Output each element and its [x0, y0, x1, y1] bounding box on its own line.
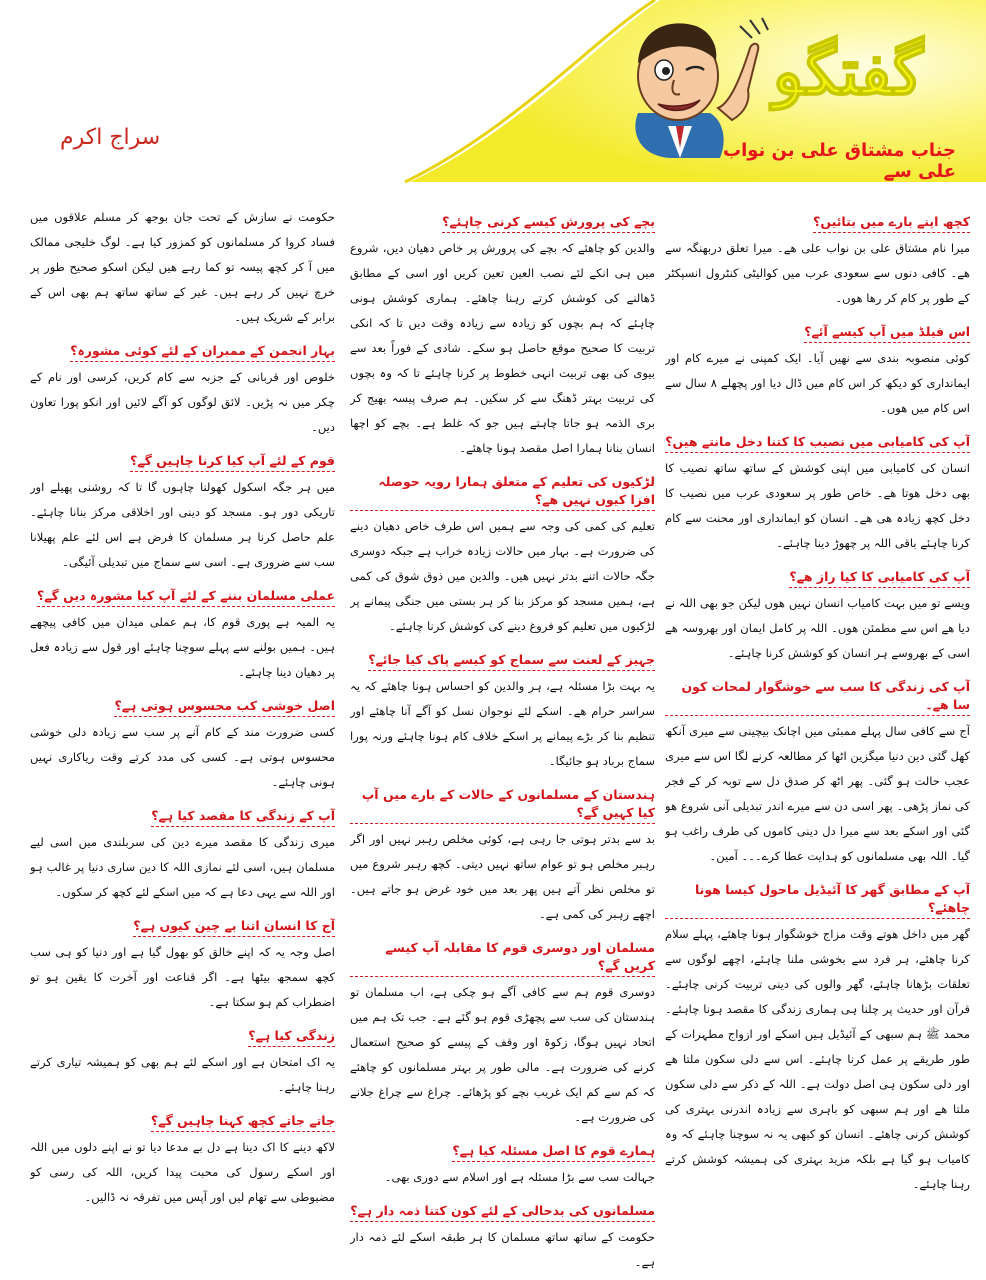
qa-block	[665, 315, 970, 421]
question-heading: زندگی کیا ہے؟	[248, 1027, 335, 1047]
answer-text: گھر میں داخل ھوتے وقت مزاج خوشگوار ہونا چاھئے، پہلے سلام کرنا چاھئے، ہر فرد سے بخوشی ملنا چاہئے، اچھے لوگوں سے تعلقات بڑھانا چاہئے، گھر والوں کی دینی تربیت کرنی چاہئے۔ قرآن اور حدیث پر چلنا ہی ہماری زندگی کا مقصد ہونا چاہئے۔ محمد ﷺ ہم سبھی کے آئیڈیل ہیں اسکے اور ازواج مطہرات کے طور طریقے پر عمل کرنا چاہئے۔ اس سے دلی سکون ملتا ھے اور دلی سکون ہی اصل دولت ہے۔ اللہ کے ذکر سے دلی سکون ملتا ھے اور ہم سبھی کو باہری سے زیادہ اندرنی بہتری کی کوشش کرنی چاھئے۔ انسان کو کبھی یہ نہ سوچنا چاہئے کہ وہ کامیاب ہو گیا ہے بلکہ مزید بہتری کی ہمیشہ کوشش کرتے رہنا چاہئے۔	[665, 927, 970, 1191]
qa-block	[350, 931, 655, 1130]
column-left	[30, 205, 335, 1275]
answer-text: ویسے تو میں بہت کامیاب انسان نہیں ھوں لیکن جو بھی اللہ نے دیا ھے اس سے مطمئن ھوں۔ اللہ پر کامل ایمان اور بھروسہ ھے اسی کے بھروسے ہر انسان کو کوشش کرنا چاہئے۔	[665, 596, 970, 660]
column-middle	[350, 205, 655, 1275]
answer-text: حکومت نے سازش کے تحت جان بوجھ کر مسلم علاقوں میں فساد کروا کر مسلمانوں کو کمزور کیا ہے۔ لوگ خلیجی ممالک میں آ کر کچھ پیسہ تو کما رہے ھیں لیکن اسکو صحیح طور پر خرچ نہیں کر رہے ہیں۔ غیر کے ساتھ ساتھ ہم بھی اس کے برابر کے شریک ہیں۔	[30, 210, 335, 324]
question-heading: جہیز کے لعنت سے سماج کو کیسے پاک کیا جائے؟	[368, 651, 655, 671]
question-heading: آپ کی کامیابی کا کیا راز ھے؟	[789, 568, 970, 588]
masthead-title: گفتگو	[772, 35, 924, 110]
answer-text: بد سے بدتر ہوتی جا رہی ہے، کوئی مخلص رہبر نہیں اور اگر رہبر مخلص ہو تو عوام ساتھ نہیں دیتی۔ کچھ رہبر شروع میں تو مخلص نظر آتے ہیں پھر بعد میں خود غرض ہو جاتے ہیں۔ اچھے رہبر کی کمی ہے۔	[350, 832, 655, 921]
article-columns	[0, 205, 986, 1275]
question-heading: آج کا انسان اتنا بے چین کیوں ہے؟	[133, 917, 335, 937]
qa-block	[350, 1194, 655, 1275]
question-heading: مسلمانوں کی بدحالی کے لئے کون کتنا ذمہ دار ہے؟	[350, 1202, 655, 1222]
qa-block	[30, 444, 335, 575]
question-heading: لڑکیوں کی تعلیم کے متعلق ہمارا رویہ حوصلہ افزا کیوں نہیں ھے؟	[350, 473, 655, 511]
qa-block	[30, 689, 335, 795]
question-heading: مسلمان اور دوسری قوم کا مقابلہ آپ کیسے کریں گے؟	[350, 939, 655, 977]
answer-text: والدین کو چاھئے کہ بچے کی پرورش پر خاص دھیان دیں، شروع میں ہی انکے لئے نصب العین تعین کریں اور اسی کے مطابق ڈھالنے کی کوشش کرتے رہنا چاھئے۔ ہماری کوشش ہونی چاہئے کہ ہم بچوں کو زیادہ سے زیادہ وقت دیں تا کہ انکی تربیت کا صحیح موقع حاصل ہو سکے۔ شادی کے فوراً بعد سے بیوی کی بھی تربیت انہی خطوط پر کرنا چاہئے تا کہ وہ بچوں کی تربیت بہتر ڈھنگ سے کر سکیں۔ ہم صرف پیسہ بھیج کر بری الذمہ ہو جاتا چاہتے ہیں جو کہ غلط ہے۔ بچے کو اچھا انسان بنانا ہمارا اصل مقصد ہونا چاھئے۔	[350, 241, 655, 455]
qa-block	[350, 465, 655, 639]
answer-text: کوئی منصوبہ بندی سے نھیں آیا۔ ایک کمپنی نے میرے کام اور ایمانداری کو دیکھ کر اس کام میں ڈال دیا اور پچھلے ۸ سال سے اس کام میں ھوں۔	[665, 351, 970, 415]
answer-text: میں ہر جگہ اسکول کھولنا چاہوں گا تا کہ روشنی پھیلے اور تاریکی دور ہو۔ مسجد کو دینی اور اخلاقی مرکز بنانا چاہئے۔ علم حاصل کرنا ہر مسلمان کا فرض ہے اس لئے علم پھیلانا سب سے ضروری ہے۔ اسی سے سماج میں تبدیلی آئیگی۔	[30, 480, 335, 569]
answer-text: میرا نام مشتاق علی بن نواب علی ھے۔ میرا تعلق دربھنگہ سے ھے۔ کافی دنوں سے سعودی عرب میں کوالیٹی کنٹرول انسپکٹر کے طور پر کام کر رھا ھوں۔	[665, 241, 970, 305]
answer-text: اصل وجہ یہ کہ اپنے خالق کو بھول گیا ہے اور دنیا کو ہی سب کچھ سمجھ بیٹھا ہے۔ اگر قناعت اور آخرت کا یقین ہو تو اضطراب کم ہو سکتا ہے۔	[30, 945, 335, 1009]
qa-block	[30, 799, 335, 905]
answer-text: آج سے کافی سال پہلے ممبئی میں اچانک بیچینی سے میری آنکھ کھل گئی دین دنیا میگزین اٹھا کر مطالعہ کرنے لگا اس سے میری عجب حالت ہو گئی۔ پھر اٹھ کر صدق دل سے توبہ کر کے فجر کی نماز پڑھی۔ پھر اسی دن سے میرے اندر تبدیلی آنی شروع ھو گئی اور اسکے بعد سے میرا دل دینی کاموں کی طرف راغب ہو گیا۔ اللہ بھی مسلمانوں کو ہدایت عطا کرے۔۔۔ آمین۔	[665, 724, 970, 863]
qa-block	[350, 205, 655, 461]
answer-text: یہ المیہ ہے پوری قوم کا، ہم عملی میدان میں کافی پیچھے ہیں۔ ہمیں بولنے سے پہلے سوچنا چاہئے اور قول سے زیادہ فعل پر دھیان دینا چاہئے۔	[30, 615, 335, 679]
qa-block	[350, 778, 655, 927]
question-heading: کچھ اپنے بارے میں بتائیں؟	[813, 213, 970, 233]
question-heading: عملی مسلمان بننے کے لئے آپ کیا مشورہ دیں گے؟	[37, 587, 335, 607]
question-heading: اصل خوشی کب محسوس ہوتی ہے؟	[114, 697, 335, 717]
qa-block	[665, 670, 970, 869]
answer-text: جہالت سب سے بڑا مسئلہ ہے اور اسلام سے دوری بھی۔	[384, 1170, 655, 1184]
answer-text: حکومت کے ساتھ ساتھ مسلمان کا ہر طبقہ اسکے لئے ذمہ دار ہے۔	[350, 1230, 655, 1269]
answer-text: انسان کی کامیابی میں اپنی کوشش کے ساتھ ساتھ نصیب کا بھی دخل ھوتا ھے۔ خاص طور پر سعودی عرب میں نصیب کا دخل کچھ زیادہ ھی ھے۔ انسان کو ایمانداری اور محنت سے کام کرنا چاہئے باقی اللہ پر چھوڑ دینا چاہئے۔	[665, 461, 970, 550]
qa-block	[350, 643, 655, 774]
qa-block	[665, 425, 970, 556]
author-byline: سراج اکرم	[60, 125, 161, 150]
answer-text: میری زندگی کا مقصد میرے دین کی سربلندی میں اسی لیے مسلمان ہیں، اسی لئے نمازی اللہ کا دین ساری دنیا پر غالب ہو اور اللہ سے یہی دعا ہے کہ میں اسکے لئے کچھ کر سکوں۔	[30, 835, 335, 899]
question-heading: بہار انجمن کے ممبران کے لئے کوئی مشورہ؟	[70, 342, 335, 362]
answer-text: دوسری قوم ہم سے کافی آگے ہو چکی ہے، اب مسلمان تو ہندستان کی سب سے پچھڑی قوم ہو گئے ہے۔ جب تک ہم میں اتحاد نہیں ہوگا، زکوۃ اور وقف کے پیسے کو صحیح استعمال کرنے کی ضرورت ہے۔ مالی طور پر بہتر مسلمانوں کو چاھئے کہ کم سے کم ایک غریب بچے کو پڑھائے۔ چراغ سے چراغ جلانے کی ضرورت ہے۔	[350, 985, 655, 1124]
qa-block	[665, 205, 970, 311]
answer-text: کسی ضرورت مند کے کام آنے پر سب سے زیادہ دلی خوشی محسوس ہوتی ہے۔ کسی کی مدد کرتے وقت ریاکاری نہیں ہونی چاہئے۔	[30, 725, 335, 789]
qa-block	[30, 909, 335, 1015]
qa-block	[30, 1019, 335, 1100]
answer-text: خلوص اور قربانی کے جزبہ سے کام کریں، کرسی اور نام کے چکر میں نہ پڑیں۔ لائق لوگوں کو آگے لائیں اور انکو پورا تعاون دیں۔	[30, 370, 335, 434]
question-heading: ہندستان کے مسلمانوں کے حالات کے بارے میں آپ کیا کہیں گے؟	[350, 786, 655, 824]
qa-block	[30, 334, 335, 440]
question-heading: جاتے جاتے کچھ کہنا چاہیں گے؟	[151, 1112, 335, 1132]
answer-text: یہ بہت بڑا مسئلہ ہے، ہر والدین کو احساس ہونا چاھئے کہ یہ سراسر حرام ھے۔ اسکے لئے نوجوان نسل کو آگے آنا چاھئے اور تنظیم بنا کر بڑے پیمانے پر اسکے خلاف کام ہونا چاہئے ورنہ پورا سماج برباد ہو جائیگا۔	[350, 679, 655, 768]
question-heading: آپ کے مطابق گھر کا آئیڈیل ماحول کیسا ھونا چاھئے؟	[665, 881, 970, 919]
question-heading: اس فیلڈ میں آپ کیسے آئے؟	[804, 323, 970, 343]
answer-text: تعلیم کی کمی کی وجہ سے ہمیں اس طرف خاص دھیان دینے کی ضرورت ہے۔ بہار میں حالات زیادہ خراب ہے جبکہ دوسری جگہ حالات اتنے بدتر نہیں ھیں۔ والدین میں ذوق شوق کی کمی ہے، ہمیں مسجد کو مرکز بنا کر ہر بستی میں جنگی پیمانے پر لڑکیوں میں تعلیم کو فروغ دینے کی کوشش کرنا چاہئے۔	[350, 519, 655, 633]
question-heading: آپ کے زندگی کا مقصد کیا ہے؟	[151, 807, 335, 827]
qa-block	[30, 205, 335, 330]
qa-block	[665, 873, 970, 1197]
qa-block	[665, 560, 970, 666]
question-heading: آپ کی زندگی کا سب سے خوشگوار لمحات کون سا ھے۔	[665, 678, 970, 716]
banner-header	[0, 0, 986, 185]
question-heading: بچے کی پرورش کیسے کرنی چاہئے؟	[442, 213, 655, 233]
question-heading: آپ کی کامیابی میں نصیب کا کتنا دخل مانتے ھیں؟	[665, 433, 970, 453]
qa-block	[350, 1134, 655, 1190]
answer-text: لاکھ دینے کا اک دینا ہے دل بے مدعا دیا تو نے اپنے دلوں میں اللہ اور اسکے رسول کی محبت پیدا کریں، اللہ کی رسی کو مضبوطی سے تھام لیں اور آپس میں تفرقہ نہ ڈالیں۔	[30, 1140, 335, 1204]
answer-text: یہ اک امتحان ہے اور اسکے لئے ہم بھی کو ہمیشہ تیاری کرتے رہنا چاہئے۔	[30, 1055, 335, 1094]
question-heading: قوم کے لئے آپ کیا کرنا چاہیں گے؟	[130, 452, 335, 472]
question-heading: ہمارے قوم کا اصل مسئلہ کیا ہے؟	[452, 1142, 655, 1162]
column-right	[665, 205, 970, 1275]
qa-block	[30, 1104, 335, 1210]
qa-block	[30, 579, 335, 685]
interview-subtitle: جناب مشتاق علی بن نواب علی سے	[722, 140, 956, 182]
